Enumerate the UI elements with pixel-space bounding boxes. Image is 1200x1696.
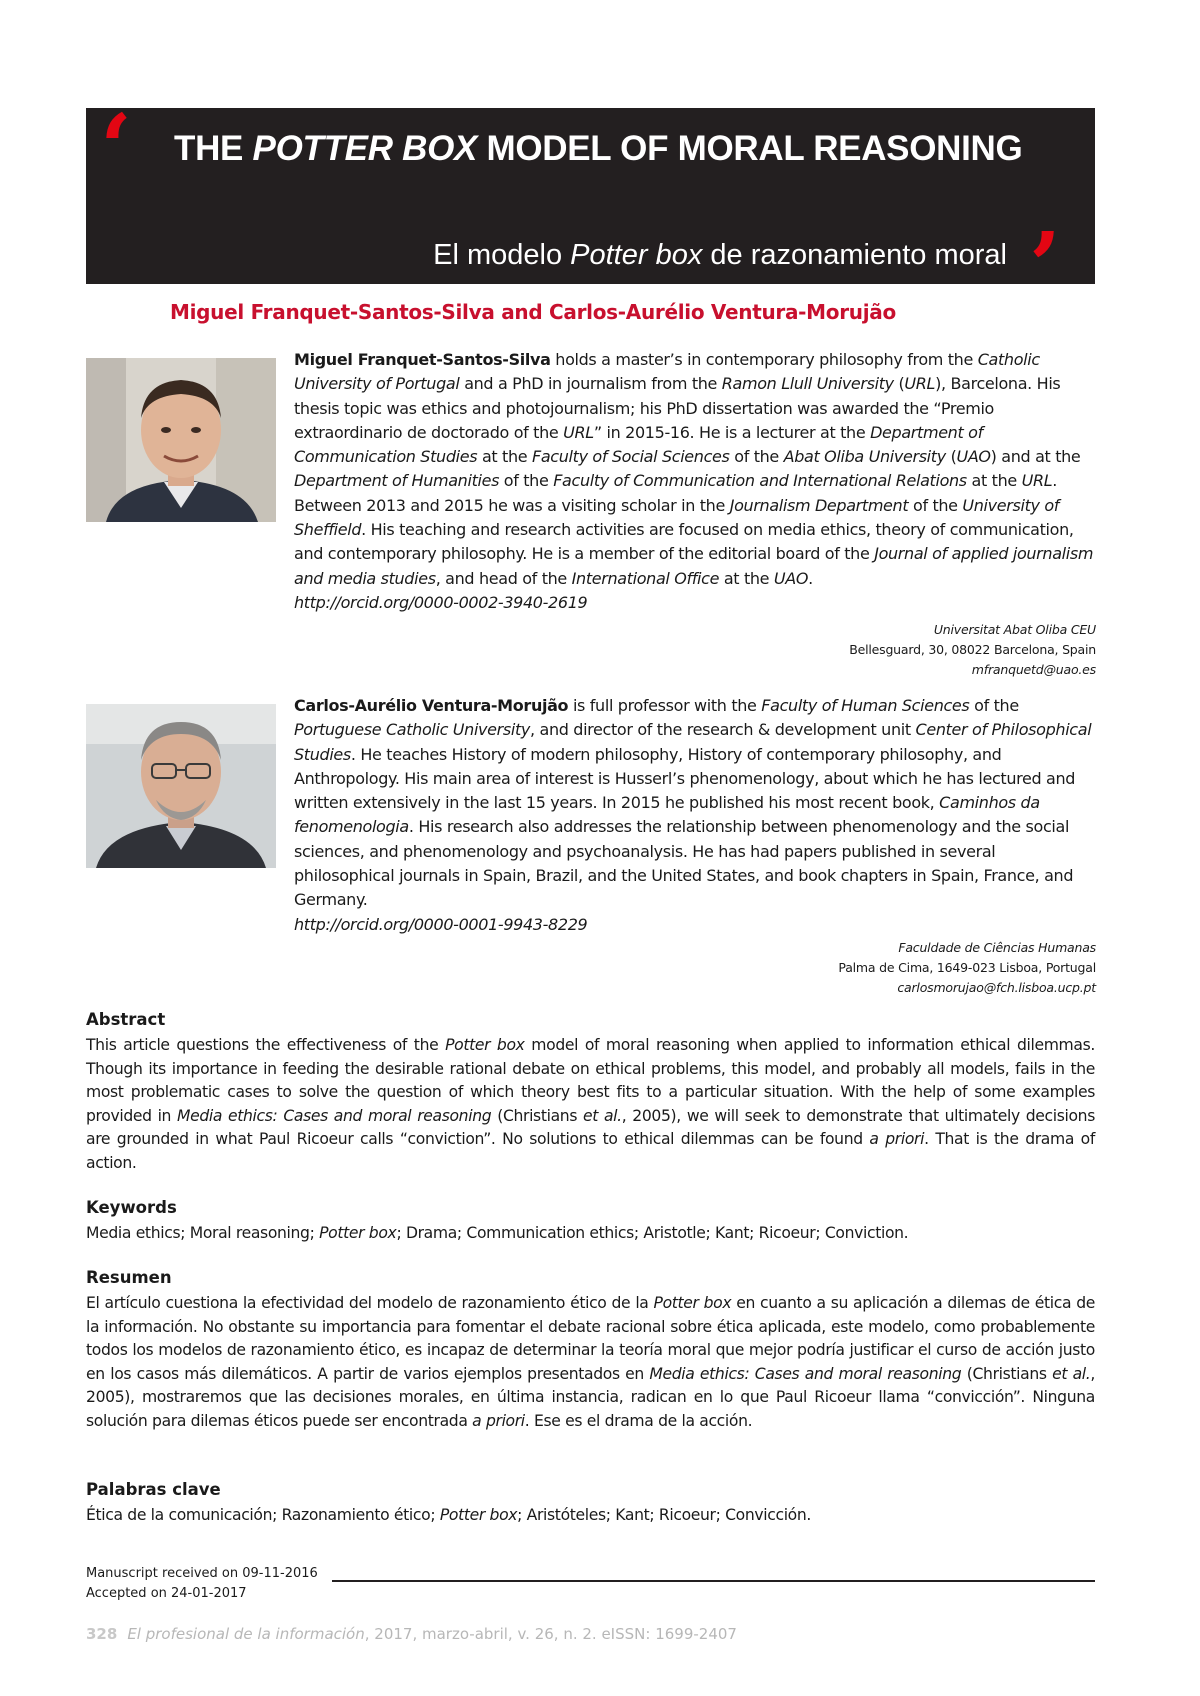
email-link-1[interactable]: mfranquetd@uao.es bbox=[971, 662, 1096, 677]
author-line: Miguel Franquet-Santos-Silva and Carlos-Aurélio Ventura-Morujão bbox=[170, 300, 896, 324]
received-date: Manuscript received on 09-11-2016 bbox=[86, 1566, 318, 1581]
journal-name: El profesional de la información bbox=[127, 1625, 365, 1643]
abstract-heading: Abstract bbox=[86, 1010, 166, 1029]
author-bio-2: Carlos-Aurélio Ventura-Morujão is full professor with the Faculty of Human Sciences of the Portuguese Catholic University, and director of the research & development unit Center of Philosophical Studies. He teaches History of modern philosophy, History of contemporary philosophy, and Anthropology. His main area of interest is Husserl’s phenomenology, about which he has lectured and written extensively in the last 15 years. In 2015 he published his most recent book, Caminhos da fenomenologia. His research also addresses the relationship between phenomenology and the social sciences, and phenomenology and psychoanalysis. He has had papers published in several philosophical journals in Spain, Brazil, and the United States, and book chapters in Spain, France, and Germany. http://orcid.org/0000-0001-9943-8229 bbox=[294, 696, 1092, 934]
manuscript-dates bbox=[86, 1564, 318, 1604]
resumen-text: El artículo cuestiona la efectividad del modelo de razonamiento ético de la Potter box en cuanto a su aplicación a dilemas de ética de la información. No obstante su importancia para fomentar el debate racional sobre ética aplicada, este modelo, como probablemente todos los modelos de razonamiento ético, es incapaz de determinar la teoría moral que mejor podría justificar el curso de acción justo en los casos más dilemáticos. A partir de varios ejemplos presentados en Media ethics: Cases and moral reasoning (Christians et al., 2005), mostraremos que las decisiones morales, en última instancia, radican en lo que Paul Ricoeur llama “convicción”. Ninguna solución para dilemas éticos puede ser encontrada a priori. Ese es el drama de la acción. bbox=[86, 1294, 1095, 1430]
article-title: THE POTTER BOX MODEL OF MORAL REASONING bbox=[174, 129, 1023, 168]
divider bbox=[332, 1580, 1095, 1582]
resumen-heading: Resumen bbox=[86, 1268, 172, 1287]
keywords-text: Media ethics; Moral reasoning; Potter box; Drama; Communication ethics; Aristotle; Kant; Ricoeur; Conviction. bbox=[86, 1224, 909, 1242]
close-quote-icon: ’ bbox=[1028, 212, 1061, 320]
page-number: 328 bbox=[86, 1625, 118, 1643]
accepted-date: Accepted on 24-01-2017 bbox=[86, 1586, 247, 1601]
journal-issue: , 2017, marzo-abril, v. 26, n. 2. eISSN: 1699-2407 bbox=[364, 1625, 737, 1643]
email-link-2[interactable]: carlosmorujao@fch.lisboa.ucp.pt bbox=[897, 980, 1096, 995]
palabras-clave-section bbox=[86, 1478, 1095, 1528]
keywords-heading: Keywords bbox=[86, 1198, 177, 1217]
page-footer bbox=[86, 1625, 737, 1643]
article-subtitle: El modelo Potter box de razonamiento moral bbox=[433, 239, 1007, 271]
author-affiliation-1: Universitat Abat Oliba CEU Bellesguard, 30, 08022 Barcelona, Spain mfranquetd@uao.es bbox=[696, 620, 1096, 680]
orcid-link-2[interactable]: http://orcid.org/0000-0001-9943-8229 bbox=[294, 914, 588, 934]
author-photo-2 bbox=[86, 704, 276, 868]
keywords-section bbox=[86, 1196, 1095, 1246]
open-quote-icon: ‘ bbox=[100, 94, 133, 202]
author-bio-1: Miguel Franquet-Santos-Silva holds a master’s in contemporary philosophy from the Catholic University of Portugal and a PhD in journalism from the Ramon Llull University (URL), Barcelona. His thesis topic was ethics and photojournalism; his PhD dissertation was awarded the “Premio extraordinario de doctorado of the URL” in 2015-16. He is a lecturer at the Department of Communication Studies at the Faculty of Social Sciences of the Abat Oliba University (UAO) and at the Department of Humanities of the Faculty of Communication and International Relations at the URL. Between 2013 and 2015 he was a visiting scholar in the Journalism Department of the University of Sheffield. His teaching and research activities are focused on media ethics, theory of communication, and contemporary philosophy. He is a member of the editorial board of the Journal of applied journalism and media studies, and head of the International Office at the UAO. http://orcid.org/0000-0002-3940-2619 bbox=[294, 350, 1094, 612]
abstract-text: This article questions the effectiveness of the Potter box model of moral reasoning when applied to information ethical dilemmas. Though its importance in feeding the desirable rational debate on ethical problems, this model, and probably all models, fails in the most problematic cases to solve the question of which theory best fits to a particular situation. With the help of some examples provided in Media ethics: Cases and moral reasoning (Christians et al., 2005), we will seek to demonstrate that ultimately decisions are grounded in what Paul Ricoeur calls “conviction”. No solutions to ethical dilemmas can be found a priori. That is the drama of action. bbox=[86, 1036, 1096, 1172]
author-affiliation-2: Faculdade de Ciências Humanas Palma de Cima, 1649-023 Lisboa, Portugal carlosmorujao@fch.lisboa.ucp.pt bbox=[696, 938, 1096, 998]
palabras-clave-heading: Palabras clave bbox=[86, 1480, 221, 1499]
author-photo-1 bbox=[86, 358, 276, 522]
palabras-clave-text: Ética de la comunicación; Razonamiento ético; Potter box; Aristóteles; Kant; Ricoeur; Convicción. bbox=[86, 1506, 812, 1524]
resumen-section bbox=[86, 1266, 1095, 1434]
orcid-link-1[interactable]: http://orcid.org/0000-0002-3940-2619 bbox=[294, 592, 588, 612]
abstract-section bbox=[86, 1008, 1095, 1176]
